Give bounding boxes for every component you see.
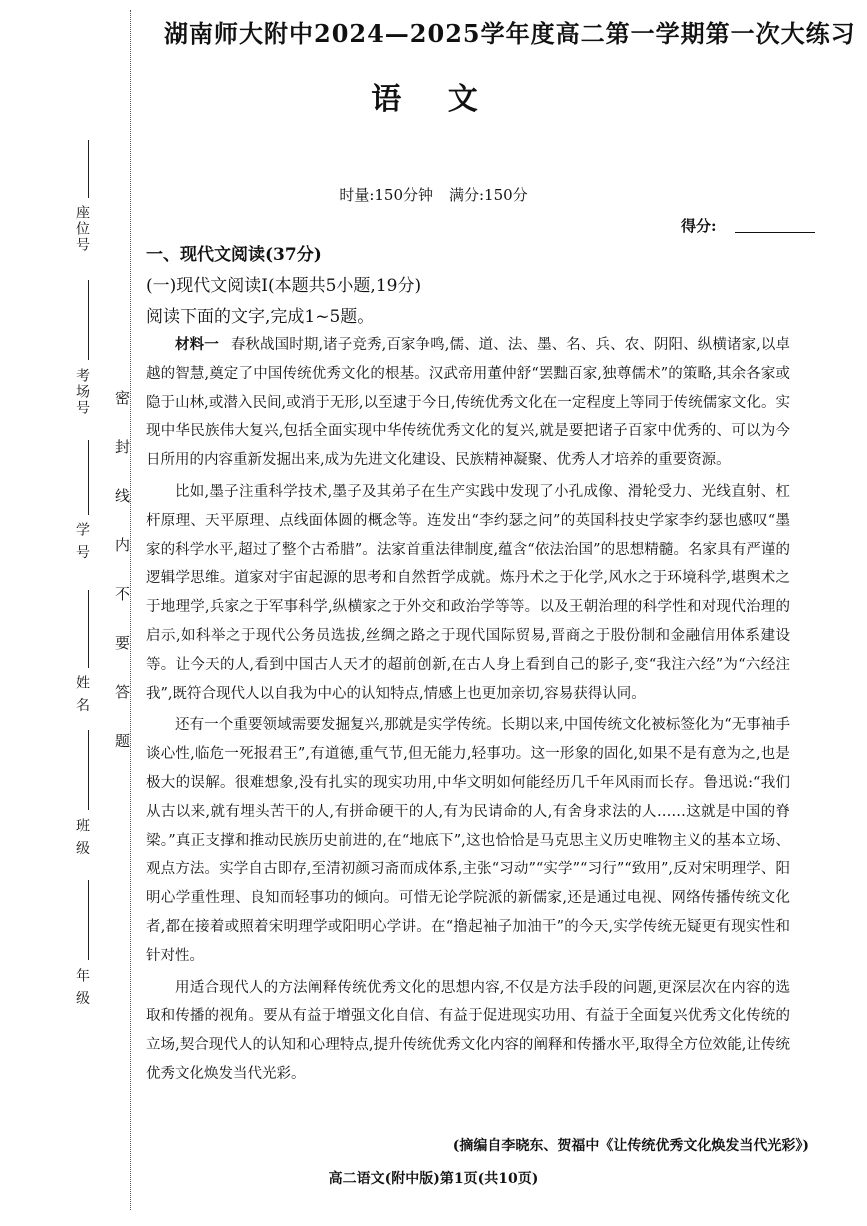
- student-number-label: 学 号: [74, 522, 90, 561]
- grade-blank: [88, 880, 89, 960]
- passage-source: (摘编自李晓东、贺福中《让传统优秀文化焕发当代光彩》): [452, 1138, 809, 1154]
- seat-number-label: 座位号: [74, 205, 90, 253]
- exam-title: 湖南师大附中2024—2025学年度高二第一学期第一次大练习: [164, 19, 856, 48]
- subject-title: 语 文: [371, 82, 496, 117]
- exam-info: [0, 184, 867, 205]
- class-blank: [88, 730, 89, 810]
- student-number-blank: [88, 440, 89, 515]
- passage-paragraph: 比如,墨子注重科学技术,墨子及其弟子在生产实践中发现了小孔成像、滑轮受力、光线直射、杠杆原理、天平原理、点线面体圆的概念等。连发出“李约瑟之问”的英国科技史学家李约瑟也感叹“墨家的科学水平,超过了整个古希腊”。法家首重法律制度,蕴含“依法治国”的思想精髓。名家具有严谨的逻辑学思维。道家对宇宙起源的思考和自然哲学成就。炼丹术之于化学,风水之于环境科学,堪舆术之于地理学,兵家之于军事科学,纵横家之于外交和政治学等等。以及王朝治理的科学性和对现代治理的启示,如科举之于现代公务员选拔,丝绸之路之于现代国际贸易,晋商之于股份制和金融信用体系建设等。让今天的人,看到中国古人天才的超前创新,在古人身上看到自己的影子,变“我注六经”为“六经注我”,既符合现代人以自我为中心的认知特点,情感上也更加亲切,容易获得认同。: [146, 483, 790, 702]
- name-blank: [88, 590, 89, 668]
- section-heading: 一、现代文阅读(37分): [146, 245, 322, 265]
- full-score: 满分:150分: [449, 186, 528, 204]
- page-footer: 高二语文(附中版)第1页(共10页): [328, 1171, 539, 1187]
- score-label: 得分:: [681, 217, 717, 235]
- exam-room-label: 考场号: [74, 368, 90, 416]
- exam-room-blank: [88, 280, 89, 360]
- reading-passage: [146, 331, 790, 1089]
- passage-paragraph: 用适合现代人的方法阐释传统优秀文化的思想内容,不仅是方法手段的问题,更深层次在内容的选取和传播的视角。要从有益于增强文化自信、有益于促进现实功用、有益于全面复兴优秀文化传统的立场,契合现代人的认知和心理特点,提升传统优秀文化内容的阐释和传播水平,取得全方位效能,让传统优秀文化焕发当代光彩。: [146, 979, 790, 1082]
- subsection-heading: (一)现代文阅读Ⅰ(本题共5小题,19分): [146, 276, 422, 296]
- score-blank: [735, 232, 815, 233]
- material-label: 材料一: [175, 336, 219, 353]
- time-limit: 时量:150分钟: [339, 186, 433, 204]
- grade-label: 年 级: [74, 968, 90, 1007]
- passage-paragraph: 材料一 春秋战国时期,诸子竞秀,百家争鸣,儒、道、法、墨、名、兵、农、阴阳、纵横诸家,以卓越的智慧,奠定了中国传统优秀文化的根基。汉武帝用董仲舒“罢黜百家,独尊儒术”的策略,其余各家或隐于山林,或潜入民间,或消于无形,以至逮于今日,传统优秀文化在一定程度上等同于传统儒家文化。实现中华民族伟大复兴,包括全面实现中华传统优秀文化的复兴,就是要把诸子百家中优秀的、可以为今日所用的内容重新发掘出来,成为先进文化建设、民族精神凝聚、优秀人才培养的重要资源。: [146, 336, 791, 469]
- seal-warning-text: 密封线内不要答题: [113, 390, 131, 782]
- name-label: 姓 名: [74, 675, 90, 714]
- passage-paragraph: 还有一个重要领域需要发掘复兴,那就是实学传统。长期以来,中国传统文化被标签化为“无事袖手谈心性,临危一死报君王”,有道德,重气节,但无能力,轻事功。这一形象的固化,如果不是有意为之,也是极大的误解。很难想象,没有扎实的现实功用,中华文明如何能经历几千年风雨而长存。鲁迅说:“我们从古以来,就有埋头苦干的人,有拼命硬干的人,有为民请命的人,有舍身求法的人……这就是中国的脊梁。”真正支撑和推动民族历史前进的,在“地底下”,这也恰恰是马克思主义历史唯物主义的基本立场、观点方法。实学自古即存,至清初颜习斋而成体系,主张“习动”“实学”“习行”“致用”,反对宋明理学、阳明心学重性理、良知而轻事功的倾向。可惜无论学院派的新儒家,还是通过电视、网络传播传统文化者,都在接着或照着宋明理学或阳明心学讲。在“撸起袖子加油干”的今天,实学传统无疑更有现实性和针对性。: [146, 717, 790, 964]
- class-label: 班 级: [74, 818, 90, 857]
- reading-instruction: 阅读下面的文字,完成1~5题。: [146, 307, 375, 327]
